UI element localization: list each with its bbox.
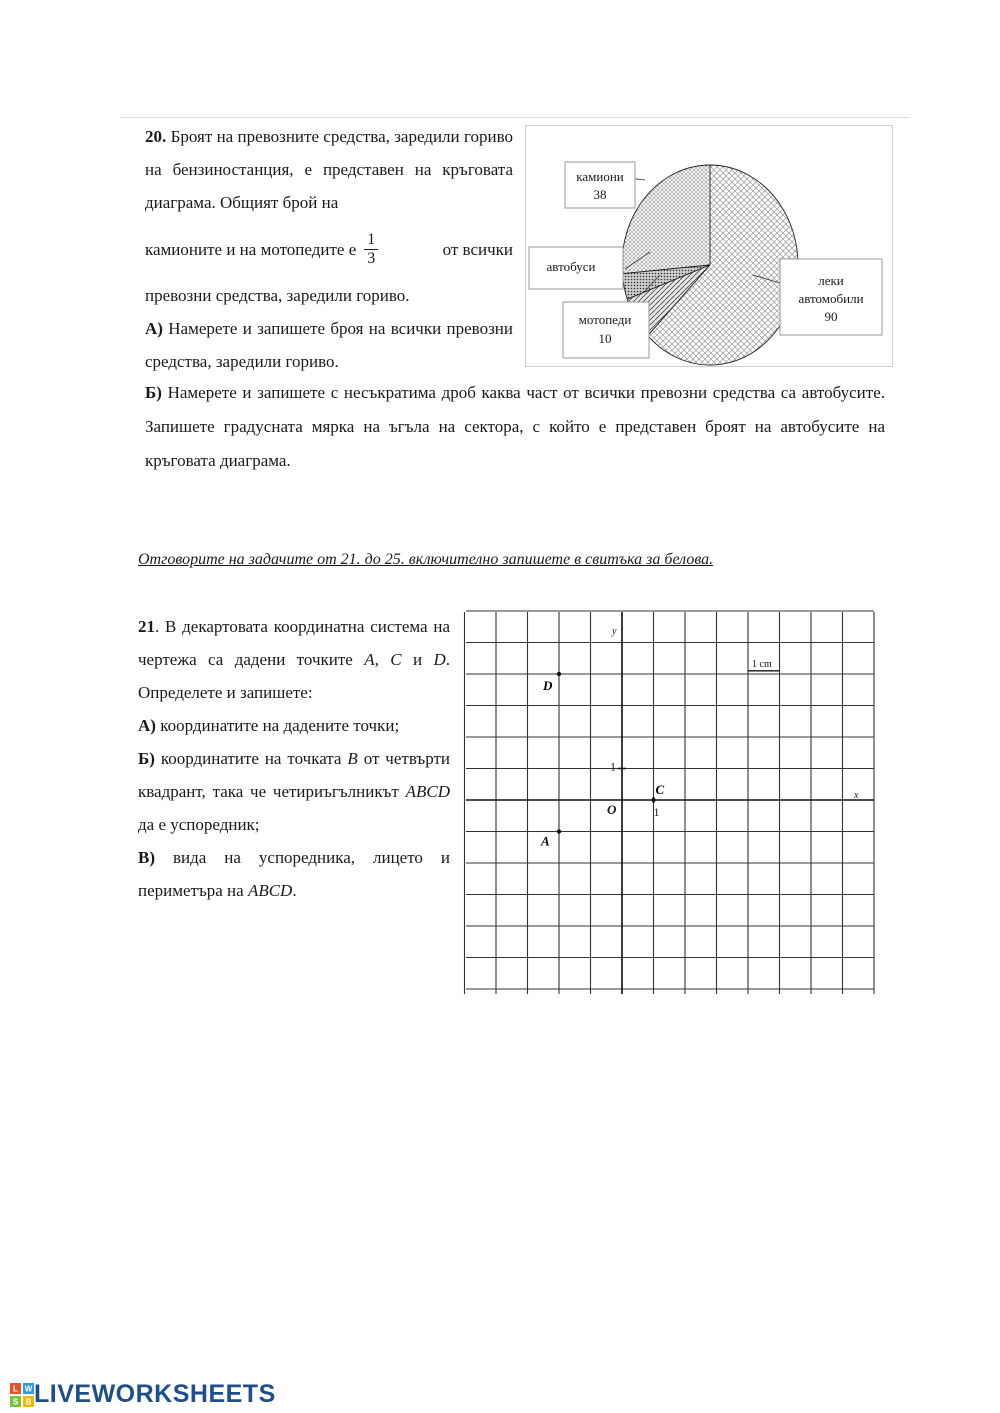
problem-21-number: 21	[138, 617, 155, 636]
coordinate-grid-svg	[462, 610, 882, 1000]
coordinate-grid	[462, 610, 882, 1000]
problem-21-intro-end: . Определете и запишете:	[138, 650, 450, 702]
y-tick-label: 1	[610, 759, 616, 774]
fraction-denominator: 3	[367, 249, 376, 267]
problem-20-a-text: Намерете и запишете броя на всички превозни средства, заредили гориво.	[145, 319, 513, 371]
problem-20-a-label: А)	[145, 319, 163, 338]
problem-21-c-text1: вида на успоредника, лицето и периметъра на	[138, 848, 450, 900]
fraction-before: камионите и на мотопедите е	[145, 239, 357, 259]
problem-21-a-label: А)	[138, 716, 156, 735]
point-a-ref: A	[364, 650, 375, 669]
problem-20-intro: Броят на превозните средства, заредили гориво на бензиностанция, е представен на кръговата диаграма. Общият брой на	[145, 127, 514, 212]
label-cars-value: 90	[824, 309, 838, 324]
fraction-one-third	[364, 231, 378, 268]
y-axis-label: y	[612, 626, 617, 637]
problem-21-b-text3: да е успоредник;	[138, 815, 260, 834]
problem-21-b-text1: координатите на точката	[160, 749, 342, 768]
top-rule	[120, 117, 910, 118]
label-mopeds-value: 10	[598, 331, 612, 346]
problem-20-text	[145, 120, 513, 378]
label-cars-1: леки	[818, 273, 844, 288]
problem-20-intro-end: превозни средства, заредили гориво.	[145, 286, 410, 305]
problem-21-b-label: Б)	[138, 749, 155, 768]
problem-20-b-label: Б)	[145, 383, 162, 402]
point-label-c: C	[655, 782, 665, 797]
abcd-ref-1: ABCD	[405, 782, 450, 801]
icon-letter-s: S	[12, 1397, 19, 1406]
label-box-mopeds	[563, 302, 649, 358]
icon-letter-l: L	[13, 1384, 18, 1393]
label-mopeds: мотопеди	[578, 312, 632, 327]
problem-20-b-text: Намерете и запишете с несъкратима дроб каква част от всички превозни средства са автобусите. Запишете градусната мярка на ъгъла на сектора, с който е представен броят на автобусите на кръговата диаграма.	[145, 383, 885, 470]
footer-logo	[10, 1380, 276, 1409]
point-b-ref: B	[347, 749, 358, 768]
problem-20-b	[145, 376, 885, 478]
sentence-end: .	[292, 881, 297, 900]
problem-21-intro: . В декартовата координатна система на чертежа са дадени точките	[138, 617, 450, 669]
origin-label: O	[607, 802, 617, 817]
fraction-line	[145, 219, 513, 279]
fraction-numerator: 1	[364, 231, 378, 250]
problem-21-text	[138, 610, 450, 907]
separator: ,	[374, 650, 391, 669]
abcd-ref-2: ABCD	[247, 881, 293, 900]
pie-chart	[525, 125, 893, 367]
point-c-ref: C	[390, 650, 402, 669]
pie-chart-svg	[525, 125, 893, 367]
x-axis-label: x	[854, 790, 859, 801]
liveworksheets-icon	[10, 1383, 34, 1407]
label-buses: автобуси	[546, 259, 596, 274]
problem-20-number: 20.	[145, 127, 167, 146]
label-trucks: камиони	[576, 169, 624, 184]
point-label-d: D	[543, 678, 553, 693]
label-cars-2: автомобили	[798, 291, 864, 306]
scale-label: 1 cm	[752, 658, 772, 670]
answers-note: Отговорите на задачите от 21. до 25. включително запишете в свитъка за белова.	[138, 551, 714, 568]
liveworksheets-logo-text: LIVEWORKSHEETS	[34, 1380, 276, 1408]
point-d-ref: D	[433, 650, 446, 669]
point-d	[557, 672, 561, 676]
problem-21-a-text: координатите на дадените точки;	[160, 716, 400, 735]
icon-letter-w: W	[24, 1384, 33, 1393]
point-label-a: A	[541, 833, 550, 849]
x-tick-label: 1	[653, 805, 660, 819]
icon-letter-b: B	[25, 1397, 32, 1406]
point-a	[557, 829, 561, 833]
problem-21-b-text2: от четвърти квадрант, така че четириъгълникът	[138, 749, 451, 801]
label-trucks-value: 38	[593, 187, 607, 202]
problem-21-c-label: В)	[138, 848, 155, 867]
conjunction: и	[401, 650, 434, 669]
fraction-after: от всички	[442, 239, 513, 259]
